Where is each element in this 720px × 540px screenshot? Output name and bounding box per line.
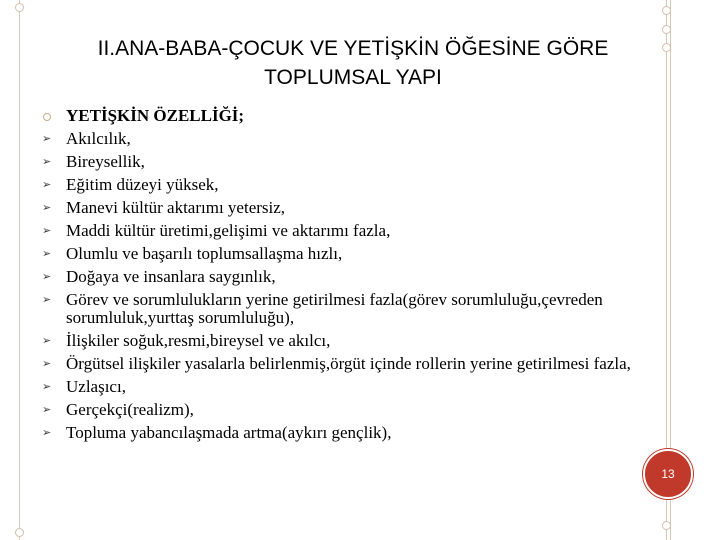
list-item	[42, 199, 632, 217]
arrow-bullet-icon: ➢	[42, 202, 52, 214]
list-item-text: Örgütsel ilişkiler yasalarla belirlenmiş,örgüt içinde rollerin yerine getirilmesi fazla,	[66, 354, 631, 373]
list-heading-text: YETİŞKİN ÖZELLİĞİ;	[66, 106, 245, 125]
arrow-bullet-icon: ➢	[42, 381, 52, 393]
list-item-text: Doğaya ve insanlara saygınlık,	[66, 267, 276, 286]
list-item-text: Maddi kültür üretimi,gelişimi ve aktarımı fazla,	[66, 221, 391, 240]
arrow-bullet-icon: ➢	[42, 271, 52, 283]
arrow-bullet-icon: ➢	[42, 156, 52, 168]
list-item-text: Topluma yabancılaşmada artma(aykırı gençlik),	[66, 423, 392, 442]
list-item-text: İlişkiler soğuk,resmi,bireysel ve akılcı,	[66, 331, 331, 350]
list-item	[42, 222, 632, 240]
list-item	[42, 268, 632, 286]
arrow-bullet-icon: ➢	[42, 404, 52, 416]
content-list	[42, 107, 632, 447]
list-item-text: Olumlu ve başarılı toplumsallaşma hızlı,	[66, 244, 343, 263]
arrow-bullet-icon: ➢	[42, 248, 52, 260]
list-item-text: Manevi kültür aktarımı yetersiz,	[66, 198, 286, 217]
list-item-text: Bireysellik,	[66, 152, 145, 171]
list-item	[42, 291, 632, 327]
list-item-text: Uzlaşıcı,	[66, 377, 126, 396]
list-item-text: Akılcılık,	[66, 129, 131, 148]
list-item	[42, 424, 632, 442]
list-item	[42, 245, 632, 263]
frame-ornament-circle	[662, 6, 671, 15]
circle-bullet-icon	[42, 108, 56, 124]
list-heading	[42, 107, 632, 125]
list-item	[42, 332, 632, 350]
list-item	[42, 355, 632, 373]
list-item-text: Eğitim düzeyi yüksek,	[66, 175, 219, 194]
slide-title-line-1: II.ANA-BABA-ÇOCUK VE YETİŞKİN ÖĞESİNE GÖRE	[97, 37, 609, 60]
frame-ornament-circle	[15, 528, 24, 537]
arrow-bullet-icon: ➢	[42, 294, 52, 306]
list-item	[42, 153, 632, 171]
list-item	[42, 176, 632, 194]
arrow-bullet-icon: ➢	[42, 335, 52, 347]
slide-title-line-2: TOPLUMSAL YAPI	[264, 66, 442, 89]
slide-title	[40, 34, 666, 92]
frame-ornament-circle	[662, 521, 671, 530]
list-item	[42, 378, 632, 396]
arrow-bullet-icon: ➢	[42, 133, 52, 145]
list-item	[42, 130, 632, 148]
arrow-bullet-icon: ➢	[42, 427, 52, 439]
slide-number-badge: 13	[643, 449, 693, 499]
frame-ornament-circle	[15, 3, 24, 12]
list-item	[42, 401, 632, 419]
arrow-bullet-icon: ➢	[42, 358, 52, 370]
list-item-text: Görev ve sorumlulukların yerine getirilmesi fazla(görev sorumluluğu,çevreden sorumluluk,yurttaş sorumluluğu),	[66, 290, 603, 327]
left-frame-line	[19, 0, 20, 540]
list-item-text: Gerçekçi(realizm),	[66, 400, 194, 419]
frame-ornament-circle	[662, 25, 671, 34]
arrow-bullet-icon: ➢	[42, 225, 52, 237]
arrow-bullet-icon: ➢	[42, 179, 52, 191]
